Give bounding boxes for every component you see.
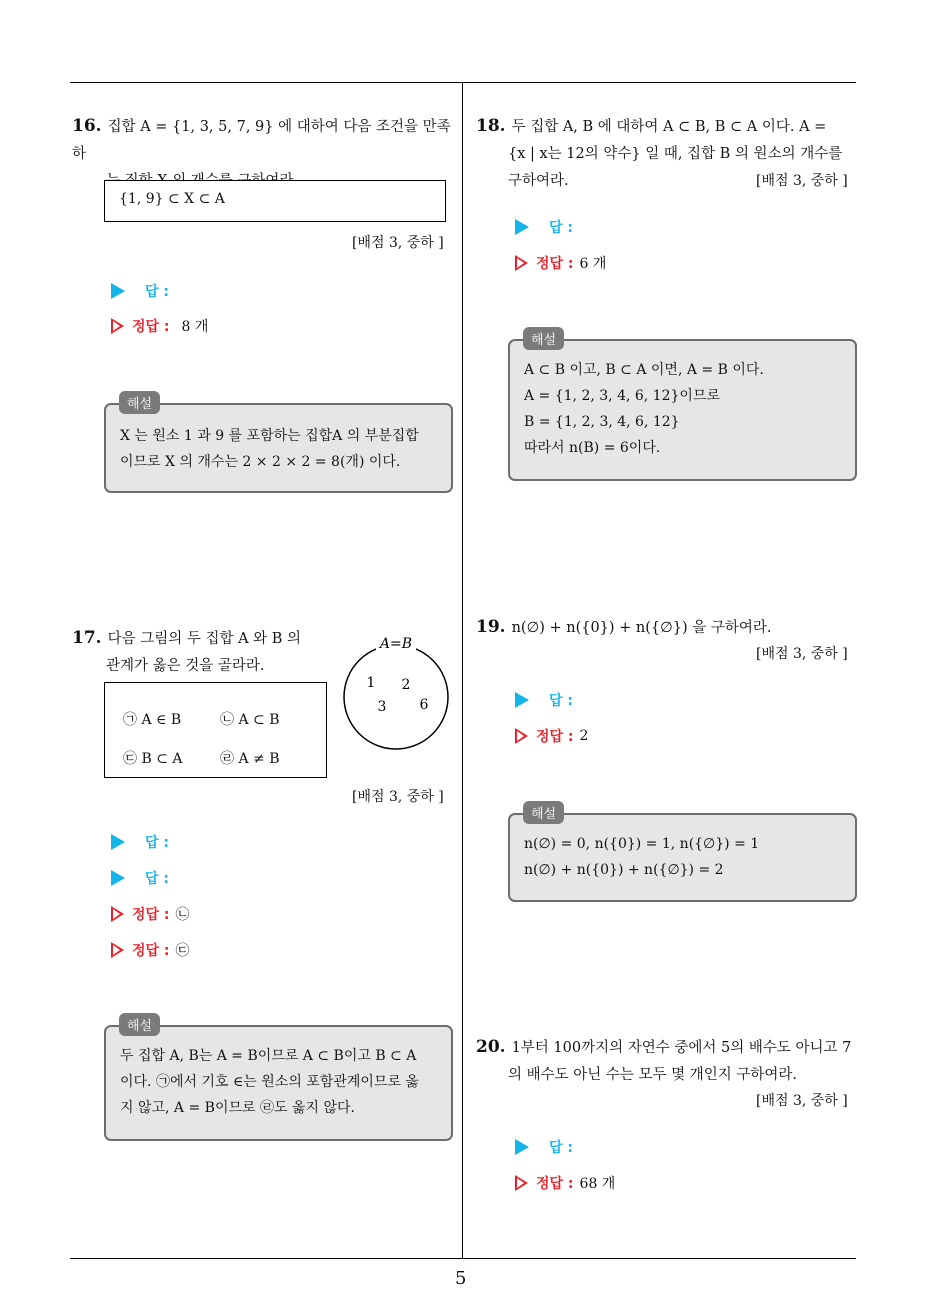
explanation-tab: 해설 [523, 327, 564, 350]
score: [배점 3, 중하 ] [352, 789, 444, 805]
answer-label: 답 : [145, 835, 169, 851]
question-text: 집합 A = {1, 3, 5, 7, 9} 에 대하여 다음 조건을 만족하 [72, 119, 451, 162]
set-label: A=B [379, 636, 413, 652]
solution-row [515, 726, 588, 746]
explanation-text: B = {1, 2, 3, 4, 6, 12} [524, 414, 680, 430]
answer-label: 답 : [145, 284, 169, 300]
question-text: n(∅) + n({0}) + n({∅}) 을 구하여라. [511, 620, 772, 636]
choice-4: ㉣ A ≠ B [220, 751, 280, 767]
question-17 [72, 625, 342, 680]
solution-value: ㉢ [175, 943, 190, 959]
score: [배점 3, 중하 ] [756, 173, 848, 189]
solution-row-2 [111, 940, 190, 960]
question-text: 구하여라. [508, 173, 569, 189]
answer-row[interactable] [111, 281, 169, 301]
outline-triangle-icon [111, 906, 124, 922]
element-1: 1 [366, 675, 376, 691]
solution-value: 2 [579, 728, 589, 744]
explanation-box [508, 813, 857, 902]
set-circle [344, 645, 448, 749]
explanation-box [508, 339, 857, 481]
question-text: 다음 그림의 두 집합 A 와 B 의 [107, 631, 302, 647]
question-text: 두 집합 A, B 에 대하여 A ⊂ B, B ⊂ A 이다. A = [511, 119, 827, 135]
solution-value: ㉡ [175, 907, 190, 923]
question-text: 관계가 옳은 것을 골라라. [106, 658, 265, 674]
condition-box [104, 180, 446, 222]
solution-label: 정답 : [536, 256, 574, 272]
explanation-tab: 해설 [119, 391, 160, 414]
answer-label: 답 : [145, 871, 169, 887]
solution-value: 8 개 [181, 319, 209, 335]
outline-triangle-icon [111, 318, 124, 334]
answer-row-1[interactable] [111, 832, 169, 852]
explanation-tab: 해설 [523, 801, 564, 824]
column-divider [462, 82, 463, 1258]
explanation-text: 지 않고, A = B이므로 ㉣도 옳지 않다. [120, 1100, 355, 1116]
question-text: 1부터 100까지의 자연수 중에서 5의 배수도 아니고 7 [511, 1040, 852, 1056]
choices-box [104, 682, 327, 778]
score: [배점 3, 중하 ] [352, 235, 444, 251]
explanation-text: 따라서 n(B) = 6이다. [524, 440, 661, 456]
solution-label: 정답 : [536, 729, 574, 745]
question-19 [476, 614, 860, 642]
score: [배점 3, 중하 ] [756, 1093, 848, 1109]
solution-row [111, 316, 208, 336]
outline-triangle-icon [515, 255, 528, 271]
explanation-text: A = {1, 2, 3, 4, 6, 12}이므로 [524, 388, 720, 404]
outline-triangle-icon [515, 728, 528, 744]
play-icon [515, 1139, 529, 1155]
answer-row-2[interactable] [111, 868, 169, 888]
choice-2: ㉡ A ⊂ B [220, 712, 280, 728]
explanation-text: 이다. ㉠에서 기호 ∈는 원소의 포함관계이므로 옳 [120, 1074, 419, 1090]
play-icon [111, 870, 125, 886]
top-rule [70, 82, 856, 83]
question-number: 17. [72, 628, 102, 648]
question-text: {x | x는 12의 약수} 일 때, 집합 B 의 원소의 개수를 [508, 146, 843, 162]
venn-diagram [338, 630, 454, 752]
answer-row[interactable] [515, 217, 573, 237]
explanation-text: n(∅) + n({0}) + n({∅}) = 2 [524, 862, 724, 878]
explanation-text: 이므로 X 의 개수는 2 × 2 × 2 = 8(개) 이다. [120, 454, 401, 470]
solution-row [515, 1173, 615, 1193]
question-20 [476, 1034, 860, 1089]
play-icon [515, 219, 529, 235]
explanation-text: 두 집합 A, B는 A = B이므로 A ⊂ B이고 B ⊂ A [120, 1048, 417, 1064]
solution-value: 68 개 [579, 1176, 616, 1192]
solution-label: 정답 : [536, 1176, 574, 1192]
solution-label: 정답 : [132, 907, 170, 923]
play-icon [515, 692, 529, 708]
explanation-box [104, 1025, 453, 1141]
question-number: 20. [476, 1037, 506, 1057]
question-number: 19. [476, 617, 506, 637]
answer-row[interactable] [515, 1137, 573, 1157]
outline-triangle-icon [515, 1175, 528, 1191]
condition-text: {1, 9} ⊂ X ⊂ A [119, 191, 225, 207]
explanation-box [104, 403, 453, 493]
explanation-text: X 는 원소 1 과 9 를 포함하는 집합A 의 부분집합 [120, 428, 419, 444]
explanation-text: A ⊂ B 이고, B ⊂ A 이면, A = B 이다. [524, 362, 764, 378]
element-3: 3 [377, 699, 387, 715]
page-number: 5 [455, 1268, 467, 1289]
explanation-text: n(∅) = 0, n({0}) = 1, n({∅}) = 1 [524, 836, 760, 852]
answer-label: 답 : [549, 1140, 573, 1156]
question-number: 16. [72, 116, 102, 136]
solution-row-1 [111, 904, 190, 924]
answer-label: 답 : [549, 220, 573, 236]
score: [배점 3, 중하 ] [756, 646, 848, 662]
choice-1: ㉠ A ∈ B [123, 712, 182, 728]
answer-label: 답 : [549, 693, 573, 709]
solution-label: 정답 : [132, 319, 170, 335]
answer-row[interactable] [515, 690, 573, 710]
explanation-tab: 해설 [119, 1013, 160, 1036]
element-6: 6 [419, 697, 429, 713]
element-2: 2 [401, 677, 411, 693]
question-text: 의 배수도 아닌 수는 모두 몇 개인지 구하여라. [508, 1067, 797, 1083]
play-icon [111, 283, 125, 299]
solution-row [515, 253, 606, 273]
solution-label: 정답 : [132, 943, 170, 959]
solution-value: 6 개 [579, 256, 607, 272]
play-icon [111, 834, 125, 850]
question-number: 18. [476, 116, 506, 136]
choice-3: ㉢ B ⊂ A [123, 751, 183, 767]
bottom-rule [70, 1258, 856, 1259]
outline-triangle-icon [111, 942, 124, 958]
